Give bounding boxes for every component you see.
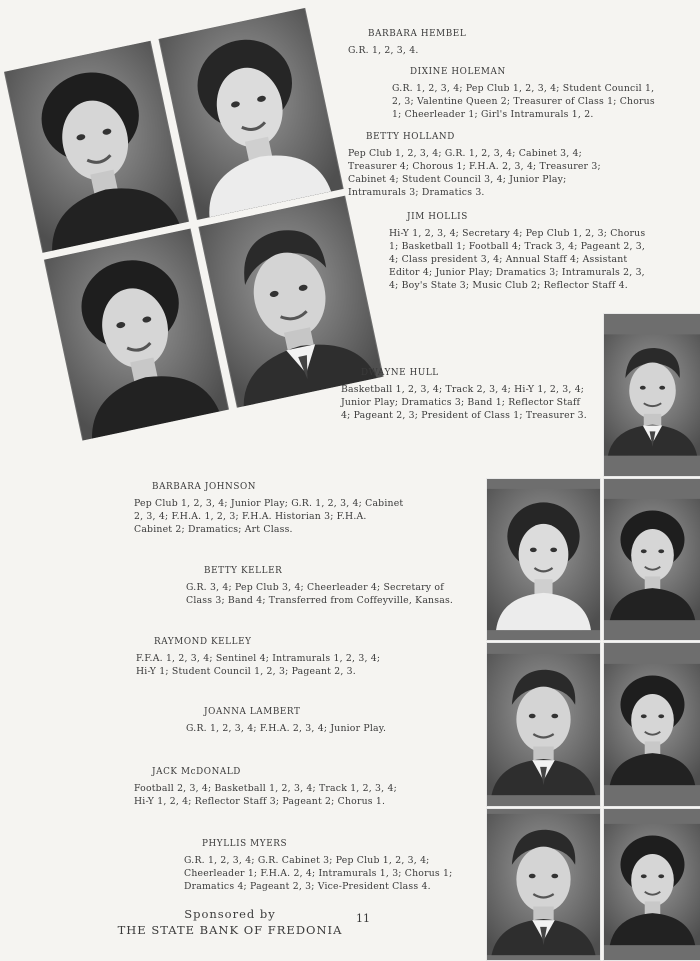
- student-activities: Pep Club 1, 2, 3, 4; Junior Play; G.R. 1, 2, 3, 4; Cabinet 2, 3, 4; F.H.A. 1, 2, 3; F.H.A. Historian 3; F.H.A. Cabinet 2; Dramatics; Art Class.: [134, 498, 404, 536]
- entry-betty-holland: [348, 131, 610, 199]
- student-name: BETTY KELLER: [204, 566, 283, 576]
- portrait-betty-holland: [44, 229, 229, 441]
- student-activities: Pep Club 1, 2, 3, 4; G.R. 1, 2, 3, 4; Cabinet 3, 4; Treasurer 4; Chorous 1; F.H.A. 2, 3, 4; Treasurer 3; Cabinet 4; Student Council 3, 4; Junior Play; Intramurals 3; Dramatics 3.: [348, 148, 601, 199]
- portrait-betty-keller: [603, 478, 700, 641]
- portrait-group-top: [4, 6, 391, 443]
- student-activities: Football 2, 3, 4; Basketball 1, 2, 3, 4; Track 1, 2, 3, 4; Hi-Y 1, 2, 4; Reflector Staff 3; Pageant 2; Chorus 1.: [134, 783, 397, 808]
- entry-jim-hollis: [389, 211, 655, 293]
- portrait-phyllis-myers: [603, 808, 700, 961]
- student-activities: Basketball 1, 2, 3, 4; Track 2, 3, 4; Hi-Y 1, 2, 3, 4; Junior Play; Dramatics 3; Band 1; Reflector Staff 4; Pageant 2, 3; President of Class 1; Treasurer 3.: [341, 384, 587, 422]
- portrait-dwayne-hull: [603, 313, 700, 477]
- entry-phyllis-myers: [184, 838, 458, 893]
- entry-barbara-johnson: [134, 481, 404, 536]
- sponsor-line1: Sponsored by: [184, 907, 276, 921]
- entry-betty-keller: [186, 565, 456, 607]
- portrait-jack-mcdonald: [486, 808, 601, 961]
- entry-dwayne-hull: [341, 367, 591, 422]
- student-activities: G.R. 1, 2, 3, 4; G.R. Cabinet 3; Pep Club 1, 2, 3, 4; Cheerleader 1; F.H.A. 2, 4; Intramurals 1, 3; Chorus 1; Dramatics 4; Pageant 2, 3; Vice-President Class 4.: [184, 855, 453, 893]
- portrait-barbara-johnson: [486, 478, 601, 641]
- student-name: DIXINE HOLEMAN: [410, 67, 506, 77]
- student-name: JIM HOLLIS: [407, 212, 468, 222]
- entry-joanna-lambert: [186, 706, 426, 735]
- entry-raymond-kelley: [136, 636, 396, 678]
- student-activities: G.R. 3, 4; Pep Club 3, 4; Cheerleader 4; Secretary of Class 3; Band 4; Transferred from Coffeyville, Kansas.: [186, 582, 454, 607]
- entry-jack-mcdonald: [134, 766, 398, 808]
- sponsor-line2: THE STATE BANK OF FREDONIA: [117, 923, 343, 937]
- student-activities: G.R. 1, 2, 3, 4; F.H.A. 2, 3, 4; Junior Play.: [186, 723, 387, 735]
- student-name: DWAYNE HULL: [361, 368, 439, 378]
- portrait-dixine-holeman: [158, 8, 343, 220]
- student-name: PHYLLIS MYERS: [202, 839, 288, 849]
- student-activities: G.R. 1, 2, 3, 4.: [348, 45, 419, 57]
- student-name: BARBARA HEMBEL: [368, 29, 467, 39]
- portrait-joanna-lambert: [603, 642, 700, 807]
- student-activities: F.F.A. 1, 2, 3, 4; Sentinel 4; Intramurals 1, 2, 3, 4; Hi-Y 1; Student Council 1, 2, 3; Pageant 2, 3.: [136, 653, 381, 678]
- student-name: JOANNA LAMBERT: [204, 707, 301, 717]
- student-activities: Hi-Y 1, 2, 3, 4; Secretary 4; Pep Club 1, 2, 3; Chorus 1; Basketball 1; Football 4; Track 3, 4; Pageant 2, 3, 4; Class president 3, 4; Annual Staff 4; Assistant Editor 4; Junior Play; Dramatics 3; Intramurals 2, 3, 4; Boy's State 3; Music Club 2; Reflector Staff 4.: [389, 228, 646, 292]
- entry-barbara-hembel: [348, 28, 498, 57]
- student-name: RAYMOND KELLEY: [154, 637, 252, 647]
- portrait-raymond-kelley: [486, 642, 601, 807]
- student-name: BETTY HOLLAND: [366, 132, 455, 142]
- page-number: 11: [356, 912, 370, 925]
- portrait-barbara-hembel: [4, 41, 189, 253]
- student-activities: G.R. 1, 2, 3, 4; Pep Club 1, 2, 3, 4; Student Council 1, 2, 3; Valentine Queen 2; Treasurer of Class 1; Chorus 1; Cheerleader 1; Girl's Intramurals 1, 2.: [392, 83, 655, 121]
- student-name: BARBARA JOHNSON: [152, 482, 257, 492]
- student-name: JACK McDONALD: [152, 767, 241, 777]
- sponsor-block: [105, 906, 355, 938]
- entry-dixine-holeman: [392, 66, 664, 121]
